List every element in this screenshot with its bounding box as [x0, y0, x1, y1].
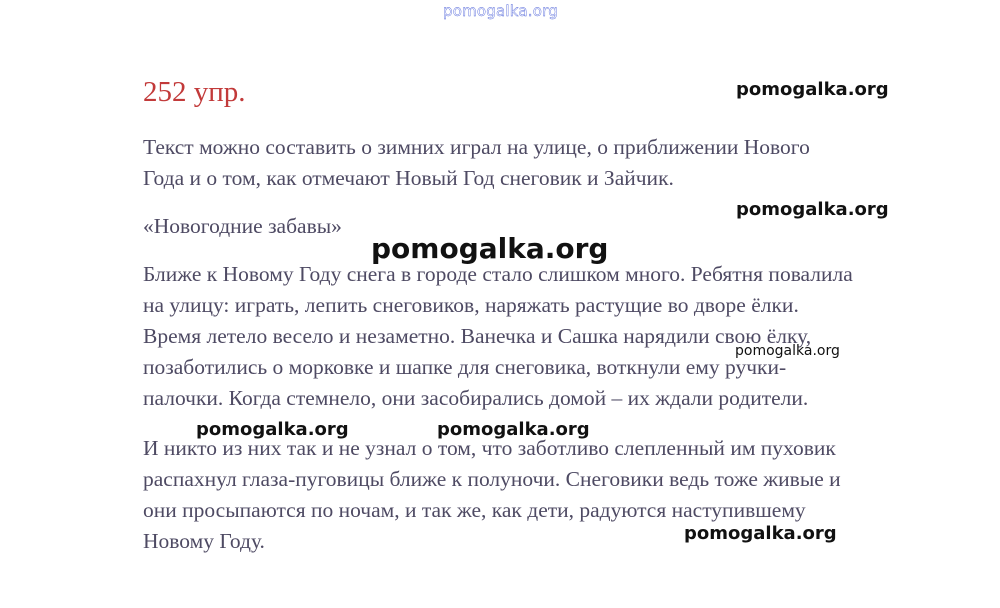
- watermark: pomogalka.org: [736, 79, 889, 100]
- exercise-title: 252 упр.: [143, 76, 246, 108]
- watermark: pomogalka.org: [371, 232, 609, 265]
- watermark: pomogalka.org: [196, 419, 349, 440]
- watermark: pomogalka.org: [736, 199, 889, 220]
- watermark: pomogalka.org: [735, 343, 840, 359]
- watermark: pomogalka.org: [437, 419, 590, 440]
- story-title: «Новогодние забавы»: [143, 214, 342, 238]
- story-paragraph-2: И никто из них так и не узнал о том, что заботливо слепленный им пуховик распахнул глаза-пуговицы ближе к полуночи. Снеговики ведь тоже живые и они просыпаются по ночам, и так же, как дети, радуются наступившему Новому Году.: [143, 436, 841, 553]
- story-paragraph-1: Ближе к Новому Году снега в городе стало слишком много. Ребятня повалила на улицу: играть, лепить снеговиков, наряжать растущие во дворе ёлки. Время летело весело и незаметно. Ванечка и Сашка нарядили свою ёлку, позаботились о морковке и шапке для снеговика, воткнули ему ручки- палочки. Когда стемнело, они засобирались домой – их ждали родители.: [143, 262, 853, 410]
- site-link[interactable]: pomogalka.org: [443, 2, 558, 20]
- intro-paragraph: Текст можно составить о зимних играл на улице, о приближении Нового Года и о том, как отмечают Новый Год снеговик и Зайчик.: [143, 135, 810, 190]
- watermark: pomogalka.org: [684, 523, 837, 544]
